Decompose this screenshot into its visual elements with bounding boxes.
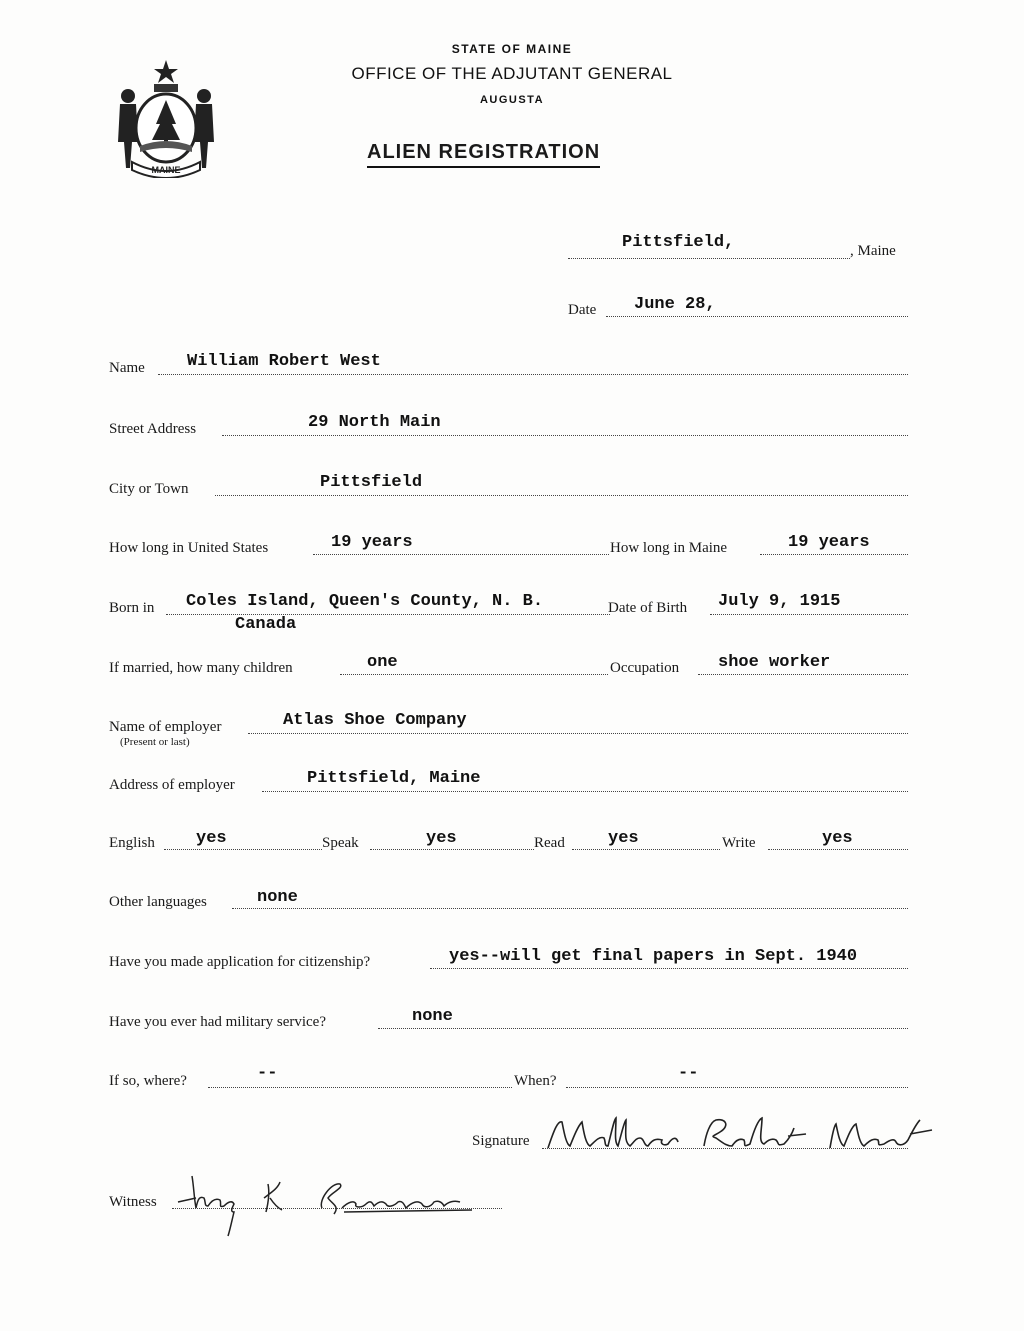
read-value: yes bbox=[608, 829, 639, 848]
name-line bbox=[158, 374, 908, 375]
city-label: City or Town bbox=[109, 481, 189, 497]
maine-duration-line bbox=[760, 554, 908, 555]
seal-lettering: MAINE bbox=[151, 165, 181, 175]
write-line bbox=[768, 849, 908, 850]
employer-line bbox=[248, 733, 908, 734]
city-line bbox=[215, 495, 908, 496]
read-line bbox=[572, 849, 720, 850]
when-value: -- bbox=[678, 1064, 699, 1083]
citizenship-value: yes--will get final papers in Sept. 1940 bbox=[449, 947, 858, 966]
speak-value: yes bbox=[426, 829, 457, 848]
military-label: Have you ever had military service? bbox=[109, 1014, 326, 1030]
other-languages-value: none bbox=[257, 888, 298, 907]
dob-label: Date of Birth bbox=[608, 600, 688, 616]
where-line bbox=[208, 1087, 512, 1088]
born-in-label: Born in bbox=[109, 600, 155, 616]
where-label: If so, where? bbox=[109, 1073, 187, 1089]
maine-duration-label: How long in Maine bbox=[610, 540, 728, 556]
street-label: Street Address bbox=[109, 421, 197, 437]
citizenship-label: Have you made application for citizenship? bbox=[109, 954, 371, 970]
date-label: Date bbox=[568, 302, 597, 318]
when-label: When? bbox=[514, 1073, 557, 1089]
name-label: Name bbox=[109, 360, 145, 376]
employer-value: Atlas Shoe Company bbox=[283, 711, 467, 730]
applicant-signature bbox=[544, 1110, 936, 1158]
signature-label: Signature bbox=[472, 1133, 530, 1149]
write-value: yes bbox=[822, 829, 853, 848]
dob-value: July 9, 1915 bbox=[718, 592, 841, 611]
street-line bbox=[222, 435, 908, 436]
street-value: 29 North Main bbox=[308, 413, 441, 432]
name-value: William Robert West bbox=[187, 352, 381, 371]
born-in-value-line2: Canada bbox=[235, 615, 297, 634]
write-label: Write bbox=[722, 835, 756, 851]
location-value: Pittsfield, bbox=[622, 233, 735, 252]
employer-sublabel: (Present or last) bbox=[120, 736, 190, 748]
citizenship-line bbox=[430, 968, 908, 969]
born-in-value: Coles Island, Queen's County, N. B. bbox=[186, 592, 544, 611]
dob-line bbox=[710, 614, 908, 615]
state-heading: STATE OF MAINE bbox=[451, 42, 573, 56]
when-line bbox=[566, 1087, 908, 1088]
speak-line bbox=[370, 849, 534, 850]
date-line bbox=[606, 316, 908, 317]
city-value: Pittsfield bbox=[320, 473, 423, 492]
us-duration-label: How long in United States bbox=[109, 540, 269, 556]
witness-signature bbox=[172, 1168, 492, 1238]
english-value: yes bbox=[196, 829, 227, 848]
military-line bbox=[378, 1028, 908, 1029]
employer-address-value: Pittsfield, Maine bbox=[307, 769, 481, 788]
read-label: Read bbox=[534, 835, 565, 851]
location-line bbox=[568, 258, 850, 259]
employer-address-line bbox=[262, 791, 908, 792]
maine-duration-value: 19 years bbox=[788, 533, 870, 552]
born-in-line bbox=[166, 614, 610, 615]
children-value: one bbox=[367, 653, 398, 672]
occupation-value: shoe worker bbox=[718, 653, 831, 672]
employer-address-label: Address of employer bbox=[109, 777, 235, 793]
speak-label: Speak bbox=[322, 835, 359, 851]
english-line bbox=[164, 849, 322, 850]
employer-label: Name of employer bbox=[109, 719, 222, 735]
form-title: ALIEN REGISTRATION bbox=[367, 141, 600, 168]
us-duration-line bbox=[313, 554, 609, 555]
children-line bbox=[340, 674, 608, 675]
children-label: If married, how many children bbox=[109, 660, 293, 676]
witness-label: Witness bbox=[109, 1194, 157, 1210]
other-languages-line bbox=[232, 908, 908, 909]
date-value: June 28, bbox=[634, 295, 716, 314]
city-heading: AUGUSTA bbox=[479, 94, 545, 106]
occupation-label: Occupation bbox=[610, 660, 680, 676]
us-duration-value: 19 years bbox=[331, 533, 413, 552]
office-heading: OFFICE OF THE ADJUTANT GENERAL bbox=[351, 64, 673, 83]
military-value: none bbox=[412, 1007, 453, 1026]
location-suffix: , Maine bbox=[850, 243, 896, 259]
english-label: English bbox=[109, 835, 155, 851]
other-languages-label: Other languages bbox=[109, 894, 207, 910]
where-value: -- bbox=[257, 1064, 278, 1083]
occupation-line bbox=[698, 674, 908, 675]
